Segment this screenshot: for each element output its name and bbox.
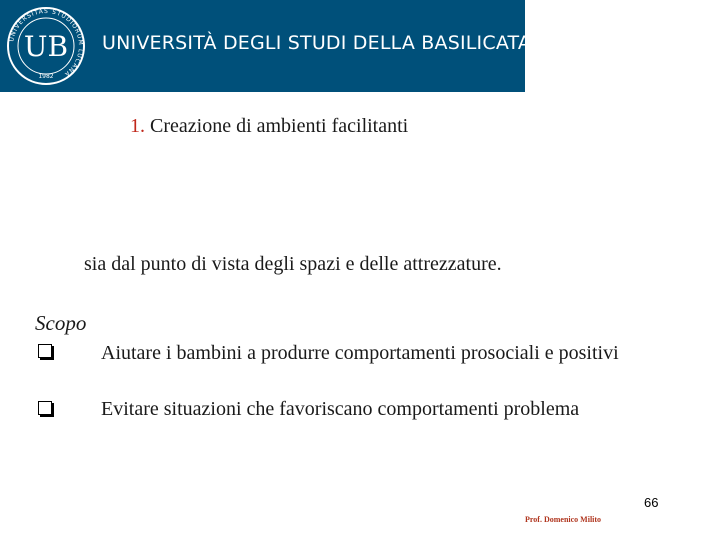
svg-text:1982: 1982 (38, 73, 54, 80)
university-seal-logo (6, 6, 86, 86)
heading-number: 1. (130, 115, 145, 137)
university-name: UNIVERSITÀ DEGLI STUDI DELLA BASILICATA (102, 32, 532, 54)
intro-text: sia dal punto di vista degli spazi e delle attrezzature. (84, 253, 502, 275)
page-number: 66 (644, 495, 659, 510)
bullet-item: Aiutare i bambini a produrre comportamenti prosociali e positivi (101, 342, 619, 364)
svg-text:UB: UB (23, 30, 69, 63)
bullet-item: Evitare situazioni che favoriscano comportamenti problema (101, 398, 580, 420)
heading-text: Creazione di ambienti facilitanti (150, 115, 409, 137)
author-footer: Prof. Domenico Milito (525, 515, 602, 524)
university-banner (0, 0, 532, 92)
slide-heading (130, 115, 408, 138)
svg-text:UNIVERSITAS STUDIORUM LUCANA: UNIVERSITAS STUDIORUM LUCANA (8, 7, 85, 78)
checkbox-bullet-icon (36, 399, 54, 417)
scope-label: Scopo (35, 311, 87, 335)
checkbox-bullet-icon (36, 342, 54, 360)
